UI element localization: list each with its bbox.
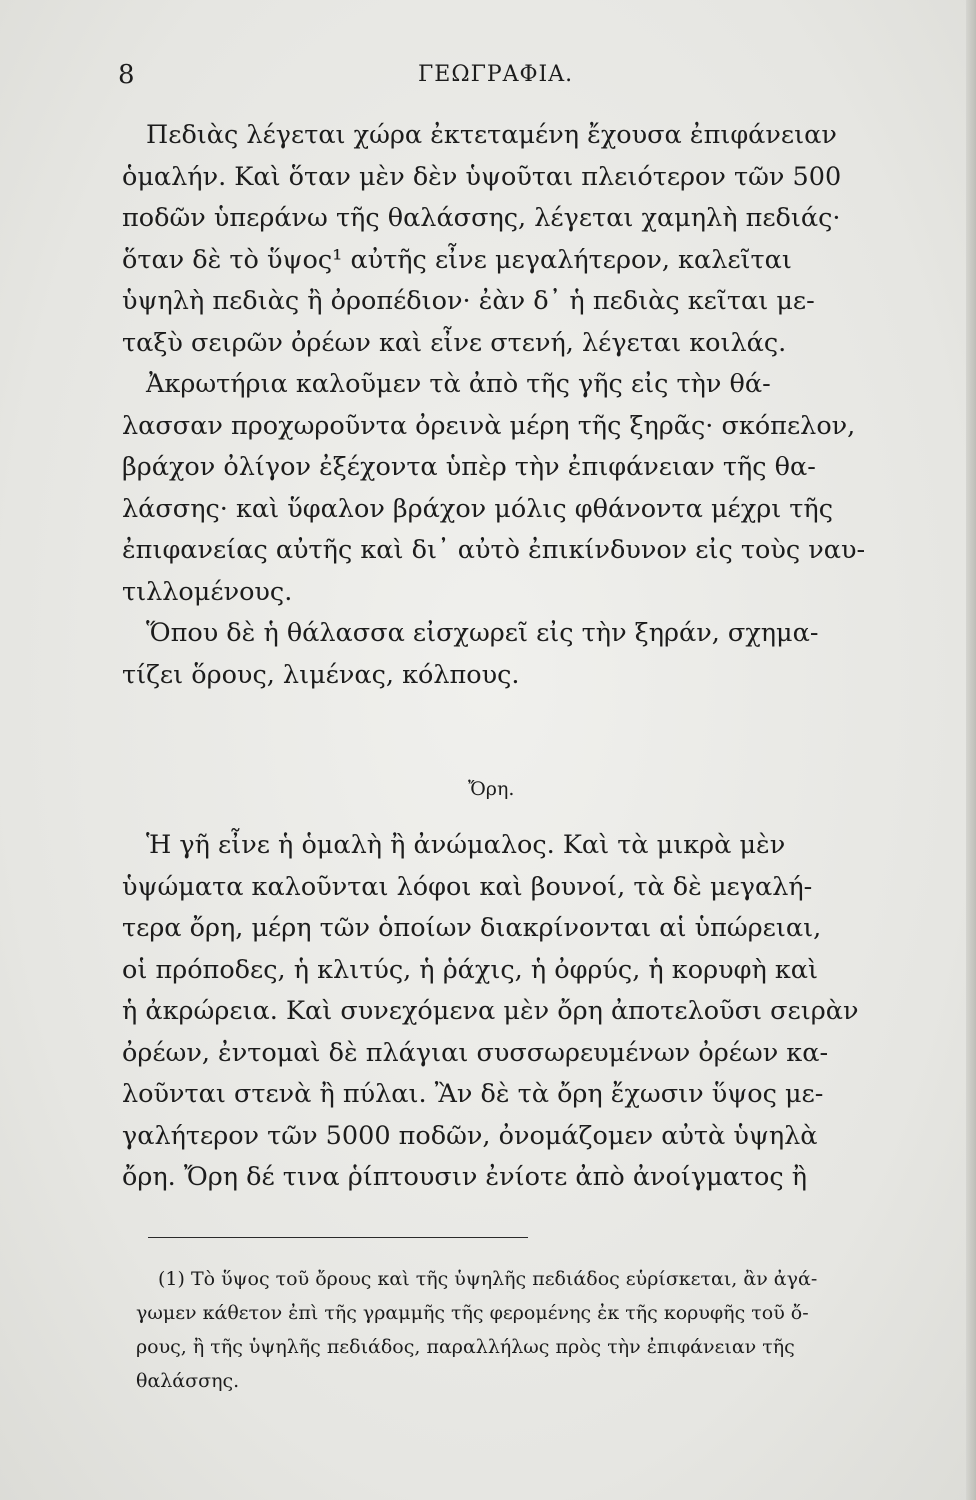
text-line: βράχον ὀλίγον ἐξέχοντα ὑπὲρ τὴν ἐπιφάνειαν τῆς θα-	[122, 452, 816, 482]
footnote-divider	[148, 1237, 528, 1238]
text-line: ὅταν δὲ τὸ ὕψος¹ αὐτῆς εἶνε μεγαλήτερον, καλεῖται	[122, 244, 792, 275]
text-line: ταξὺ σειρῶν ὀρέων καὶ εἶνε στενή, λέγεται κοιλάς.	[122, 327, 787, 358]
text-line: ἐπιφανείας αὐτῆς καὶ δι᾽ αὐτὸ ἐπικίνδυνον εἰς τοὺς ναυ-	[122, 535, 866, 565]
section-heading: Ὄρη.	[468, 778, 515, 800]
text-line: ὑψώματα καλοῦνται λόφοι καὶ βουνοί, τὰ δὲ μεγαλή-	[122, 871, 813, 902]
text-line: ὁμαλήν. Καὶ ὅταν μὲν δὲν ὑψοῦται πλειότερον τῶν 500	[122, 161, 842, 192]
running-head: ΓΕΩΓΡΑΦΙΑ.	[418, 62, 574, 87]
text-line: οἱ πρόποδες, ἡ κλιτύς, ἡ ῥάχις, ἡ ὀφρύς, ἡ κορυφὴ καὶ	[122, 954, 818, 985]
footnote-line: (1) Τὸ ὕψος τοῦ ὄρους καὶ τῆς ὑψηλῆς πεδιάδος εὑρίσκεται, ἂν ἀγά-	[158, 1268, 818, 1290]
footnote-line: ρους, ἢ τῆς ὑψηλῆς πεδιάδος, παραλλήλως πρὸς τὴν ἐπιφάνειαν τῆς	[136, 1336, 795, 1358]
body-text-section-1	[122, 115, 892, 696]
text-line: ἡ ἀκρώρεια. Καὶ συνεχόμενα μὲν ὄρη ἀποτελοῦσι σειρὰν	[122, 996, 859, 1026]
text-line: ὄρη. Ὄρη δέ τινα ῥίπτουσιν ἐνίοτε ἀπὸ ἀνοίγματος ἢ	[122, 1162, 808, 1192]
text-line: λοῦνται στενὰ ἢ πύλαι. Ἂν δὲ τὰ ὄρη ἔχωσιν ὕψος με-	[122, 1079, 824, 1109]
page-header	[118, 60, 888, 100]
text-line: Ἀκρωτήρια καλοῦμεν τὰ ἀπὸ τῆς γῆς εἰς τὴν θά-	[146, 369, 771, 399]
text-line: ὑψηλὴ πεδιὰς ἢ ὀροπέδιον· ἐὰν δ᾽ ἡ πεδιὰς κεῖται με-	[122, 286, 815, 316]
footnote-line: γωμεν κάθετον ἐπὶ τῆς γραμμῆς τῆς φερομένης ἐκ τῆς κορυφῆς τοῦ ὄ-	[136, 1302, 809, 1324]
text-line: ὀρέων, ἐντομαὶ δὲ πλάγιαι συσσωρευμένων ὀρέων κα-	[122, 1037, 829, 1068]
text-line: τίζει ὅρους, λιμένας, κόλπους.	[122, 659, 520, 690]
page-number: 8	[118, 60, 136, 90]
text-line: ποδῶν ὑπεράνω τῆς θαλάσσης, λέγεται χαμηλὴ πεδιάς·	[122, 203, 841, 233]
footnote-line: θαλάσσης.	[136, 1370, 240, 1392]
footnote	[136, 1262, 896, 1398]
text-line: τερα ὄρη, μέρη τῶν ὁποίων διακρίνονται αἱ ὑπώρειαι,	[122, 913, 822, 943]
text-line: λασσαν προχωροῦντα ὀρεινὰ μέρη τῆς ξηρᾶς· σκόπελον,	[122, 410, 856, 441]
text-line: Ὅπου δὲ ἡ θάλασσα εἰσχωρεῖ εἰς τὴν ξηράν, σχημα-	[146, 618, 819, 648]
text-line: λάσσης· καὶ ὕφαλον βράχον μόλις φθάνοντα μέχρι τῆς	[122, 493, 833, 524]
page-edge-shadow	[966, 0, 976, 1500]
text-line: γαλήτερον τῶν 5000 ποδῶν, ὀνομάζομεν αὐτὰ ὑψηλὰ	[122, 1120, 818, 1151]
text-line: Πεδιὰς λέγεται χώρα ἐκτεταμένη ἔχουσα ἐπιφάνειαν	[146, 120, 837, 150]
text-line: τιλλομένους.	[122, 576, 293, 607]
text-line: Ἡ γῆ εἶνε ἡ ὁμαλὴ ἢ ἀνώμαλος. Καὶ τὰ μικρὰ μὲν	[146, 830, 786, 860]
body-text-section-2	[122, 825, 892, 1199]
